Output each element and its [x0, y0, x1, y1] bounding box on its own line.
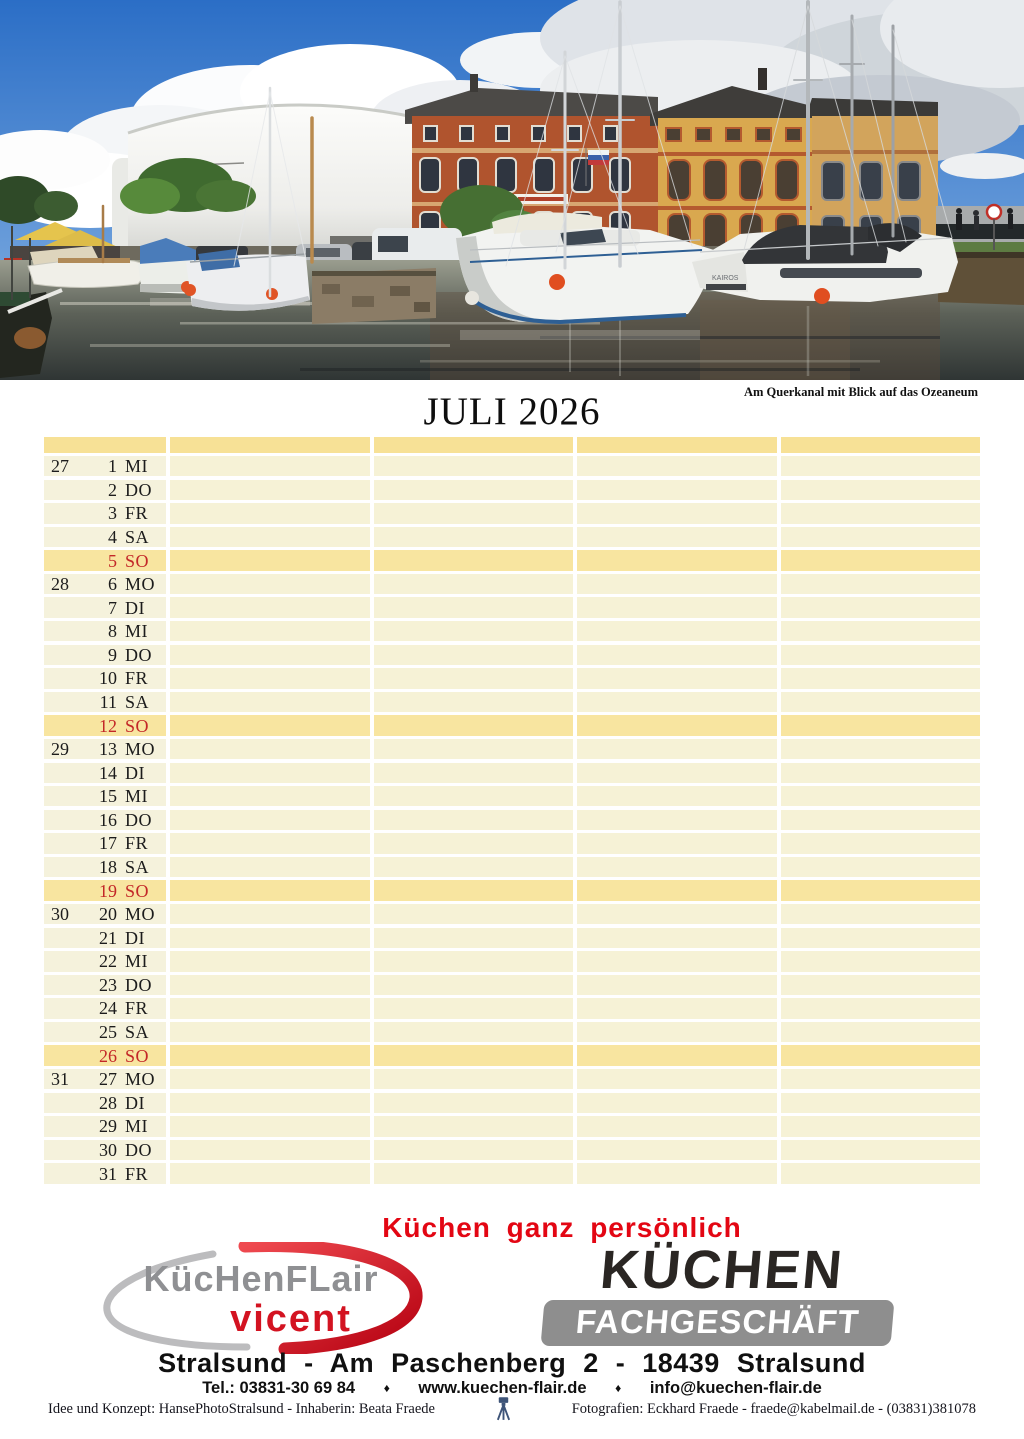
day-label-cell — [44, 1140, 166, 1160]
day-abbr: SO — [125, 715, 150, 736]
kuechenflair-vicent-logo — [95, 1242, 427, 1354]
day-number: 28 — [99, 1092, 117, 1113]
day-label-cell — [44, 763, 166, 783]
day-number: 25 — [99, 1022, 117, 1043]
entry-cell — [374, 1022, 574, 1042]
day-label-cell — [44, 715, 166, 735]
entry-cell — [781, 668, 981, 688]
day-number: 27 — [99, 1069, 117, 1090]
entry-cell — [170, 1140, 370, 1160]
entry-cell — [577, 668, 777, 688]
day-abbr: DO — [125, 1139, 152, 1160]
day-label-cell — [44, 621, 166, 641]
entry-cell — [374, 810, 574, 830]
day-label-cell — [44, 1093, 166, 1113]
entry-cell — [374, 527, 574, 547]
day-number: 16 — [99, 809, 117, 830]
entry-cell — [577, 1069, 777, 1089]
day-number: 18 — [99, 857, 117, 878]
calendar-row — [44, 597, 980, 617]
day-label-cell — [44, 692, 166, 712]
entry-cell — [170, 975, 370, 995]
day-abbr: MI — [125, 951, 148, 972]
day-abbr: FR — [125, 1163, 149, 1184]
entry-cell — [781, 1022, 981, 1042]
entry-cell — [577, 763, 777, 783]
entry-cell — [374, 597, 574, 617]
day-label-cell — [44, 928, 166, 948]
day-label-cell — [44, 786, 166, 806]
entry-cell — [170, 597, 370, 617]
entry-cell — [577, 621, 777, 641]
day-abbr: MO — [125, 739, 156, 760]
svg-text:KAIROS: KAIROS — [712, 275, 739, 282]
entry-cell — [577, 503, 777, 523]
day-abbr: MO — [125, 1069, 156, 1090]
entry-cell — [781, 645, 981, 665]
logo-brand-text: KücHenFLair — [143, 1258, 379, 1299]
entry-cell — [170, 1022, 370, 1042]
entry-cell — [170, 998, 370, 1018]
entry-cell — [170, 1093, 370, 1113]
day-number: 1 — [108, 456, 117, 477]
entry-cell — [577, 857, 777, 877]
day-label-cell — [44, 739, 166, 759]
calendar-row — [44, 763, 980, 783]
day-number: 3 — [108, 503, 117, 524]
entry-cell — [170, 503, 370, 523]
day-number: 29 — [99, 1116, 117, 1137]
calendar-row — [44, 951, 980, 971]
entry-cell — [781, 527, 981, 547]
entry-cell — [781, 597, 981, 617]
header-cell — [170, 437, 370, 453]
calendar-row — [44, 739, 980, 759]
day-abbr: DI — [125, 762, 145, 783]
website-url: www.kuechen-flair.de — [418, 1379, 587, 1397]
day-abbr: SA — [125, 1022, 150, 1043]
day-abbr: DO — [125, 479, 152, 500]
calendar-row — [44, 880, 980, 900]
week-number: 27 — [51, 456, 69, 477]
day-label-cell — [44, 975, 166, 995]
entry-cell — [374, 503, 574, 523]
entry-cell — [374, 1163, 574, 1183]
entry-cell — [781, 480, 981, 500]
header-cell — [374, 437, 574, 453]
day-number: 15 — [99, 786, 117, 807]
entry-cell — [374, 621, 574, 641]
entry-cell — [577, 998, 777, 1018]
calendar-row — [44, 904, 980, 924]
day-abbr: SA — [125, 526, 150, 547]
day-abbr: DO — [125, 974, 152, 995]
day-number: 10 — [99, 668, 117, 689]
day-number: 19 — [99, 880, 117, 901]
day-abbr: DI — [125, 927, 145, 948]
entry-cell — [170, 928, 370, 948]
calendar-rows — [44, 456, 980, 1184]
day-abbr: SO — [125, 880, 150, 901]
kuechen-fachgeschaeft-logo — [540, 1240, 899, 1346]
day-label-cell — [44, 597, 166, 617]
calendar-row — [44, 1069, 980, 1089]
entry-cell — [170, 763, 370, 783]
logo-kuechen-text: KÜCHEN — [598, 1240, 847, 1300]
day-number: 31 — [99, 1163, 117, 1184]
entry-cell — [781, 786, 981, 806]
entry-cell — [577, 810, 777, 830]
entry-cell — [170, 668, 370, 688]
day-number: 6 — [108, 574, 117, 595]
day-number: 17 — [99, 833, 117, 854]
day-abbr: MI — [125, 621, 148, 642]
day-label-cell — [44, 550, 166, 570]
entry-cell — [170, 456, 370, 476]
day-label-cell — [44, 998, 166, 1018]
entry-cell — [170, 715, 370, 735]
contact-line — [0, 1379, 1024, 1398]
day-abbr: MI — [125, 456, 148, 477]
entry-cell — [170, 1069, 370, 1089]
day-abbr: FR — [125, 833, 149, 854]
day-number: 12 — [99, 715, 117, 736]
day-abbr: MI — [125, 786, 148, 807]
entry-cell — [781, 904, 981, 924]
calendar-row — [44, 456, 980, 476]
day-abbr: SO — [125, 1045, 150, 1066]
calendar-row — [44, 786, 980, 806]
entry-cell — [781, 1163, 981, 1183]
calendar-grid — [44, 437, 980, 1184]
entry-cell — [577, 645, 777, 665]
entry-cell — [170, 904, 370, 924]
entry-cell — [781, 550, 981, 570]
calendar-row — [44, 715, 980, 735]
calendar-row — [44, 928, 980, 948]
entry-cell — [374, 1140, 574, 1160]
calendar-row — [44, 810, 980, 830]
day-label-cell — [44, 503, 166, 523]
day-label-cell — [44, 645, 166, 665]
day-number: 11 — [99, 691, 117, 712]
entry-cell — [374, 763, 574, 783]
harbor-photo — [0, 0, 1024, 380]
entry-cell — [577, 1116, 777, 1136]
calendar-row — [44, 503, 980, 523]
diamond-separator-icon: ♦ — [383, 1381, 390, 1395]
entry-cell — [170, 527, 370, 547]
entry-cell — [577, 904, 777, 924]
phone-number: Tel.: 03831-30 69 84 — [202, 1379, 356, 1397]
day-number: 13 — [99, 739, 117, 760]
entry-cell — [577, 975, 777, 995]
day-number: 7 — [108, 597, 117, 618]
day-label-cell — [44, 904, 166, 924]
entry-cell — [170, 786, 370, 806]
entry-cell — [170, 810, 370, 830]
entry-cell — [374, 1093, 574, 1113]
day-abbr: MI — [125, 1116, 148, 1137]
entry-cell — [374, 550, 574, 570]
entry-cell — [374, 456, 574, 476]
calendar-row — [44, 1022, 980, 1042]
day-number: 14 — [99, 762, 117, 783]
week-number: 29 — [51, 739, 69, 760]
entry-cell — [577, 739, 777, 759]
entry-cell — [577, 1022, 777, 1042]
entry-cell — [374, 880, 574, 900]
entry-cell — [374, 857, 574, 877]
entry-cell — [170, 857, 370, 877]
day-abbr: FR — [125, 998, 149, 1019]
calendar-row — [44, 1163, 980, 1183]
entry-cell — [374, 998, 574, 1018]
entry-cell — [781, 692, 981, 712]
day-abbr: DI — [125, 1092, 145, 1113]
entry-cell — [170, 1116, 370, 1136]
entry-cell — [781, 715, 981, 735]
day-label-cell — [44, 951, 166, 971]
entry-cell — [374, 715, 574, 735]
email-address: info@kuechen-flair.de — [649, 1379, 822, 1397]
calendar-row — [44, 857, 980, 877]
calendar-row — [44, 1093, 980, 1113]
entry-cell — [374, 1069, 574, 1089]
page-title: JULI 2026 — [423, 390, 601, 433]
diamond-separator-icon: ♦ — [615, 1381, 622, 1395]
entry-cell — [374, 786, 574, 806]
entry-cell — [577, 715, 777, 735]
entry-cell — [781, 857, 981, 877]
calendar-row — [44, 574, 980, 594]
credits-photography: Fotografien: Eckhard Fraede - fraede@kabelmail.de - (03831)381078 — [571, 1401, 976, 1417]
entry-cell — [170, 880, 370, 900]
entry-cell — [170, 739, 370, 759]
header-cell — [577, 437, 777, 453]
day-abbr: DO — [125, 644, 152, 665]
day-label-cell — [44, 1163, 166, 1183]
entry-cell — [781, 456, 981, 476]
day-label-cell — [44, 574, 166, 594]
calendar-row — [44, 692, 980, 712]
day-number: 9 — [108, 644, 117, 665]
day-abbr: MO — [125, 574, 156, 595]
day-number: 4 — [108, 526, 117, 547]
photo-caption: Am Querkanal mit Blick auf das Ozeaneum — [743, 385, 978, 399]
entry-cell — [577, 928, 777, 948]
entry-cell — [374, 833, 574, 853]
entry-cell — [781, 1116, 981, 1136]
entry-cell — [170, 1163, 370, 1183]
entry-cell — [577, 574, 777, 594]
logo-fachgeschaeft-bar: FACHGESCHÄFT — [540, 1300, 894, 1346]
entry-cell — [170, 833, 370, 853]
day-abbr: MO — [125, 904, 156, 925]
entry-cell — [781, 810, 981, 830]
day-number: 20 — [99, 904, 117, 925]
entry-cell — [781, 574, 981, 594]
day-number: 21 — [99, 927, 117, 948]
day-label-cell — [44, 1022, 166, 1042]
day-abbr: SA — [125, 857, 150, 878]
entry-cell — [374, 928, 574, 948]
credits-concept: Idee und Konzept: HansePhotoStralsund - Inhaberin: Beata Fraede — [48, 1401, 435, 1417]
entry-cell — [577, 480, 777, 500]
entry-cell — [170, 645, 370, 665]
logo-vicent-text: vicent — [230, 1298, 352, 1340]
entry-cell — [577, 1093, 777, 1113]
store-address: Stralsund - Am Paschenberg 2 - 18439 Stralsund — [158, 1348, 866, 1378]
calendar-row — [44, 1140, 980, 1160]
day-abbr: DI — [125, 597, 145, 618]
week-number: 31 — [51, 1069, 69, 1090]
entry-cell — [374, 1045, 574, 1065]
day-number: 24 — [99, 998, 117, 1019]
entry-cell — [577, 456, 777, 476]
calendar-row — [44, 668, 980, 688]
entry-cell — [374, 1116, 574, 1136]
entry-cell — [781, 1045, 981, 1065]
harbor-photo-illustration — [0, 0, 1024, 380]
day-abbr: FR — [125, 503, 149, 524]
entry-cell — [781, 833, 981, 853]
day-number: 22 — [99, 951, 117, 972]
day-label-cell — [44, 1069, 166, 1089]
camera-tripod-icon — [495, 1397, 512, 1427]
day-number: 8 — [108, 621, 117, 642]
entry-cell — [781, 1069, 981, 1089]
entry-cell — [170, 692, 370, 712]
header-cell — [781, 437, 981, 453]
entry-cell — [781, 998, 981, 1018]
entry-cell — [374, 645, 574, 665]
day-label-cell — [44, 833, 166, 853]
entry-cell — [781, 503, 981, 523]
day-number: 2 — [108, 479, 117, 500]
calendar-row — [44, 1045, 980, 1065]
entry-cell — [374, 574, 574, 594]
week-number: 30 — [51, 904, 69, 925]
day-label-cell — [44, 668, 166, 688]
day-label-cell — [44, 1045, 166, 1065]
day-label-cell — [44, 456, 166, 476]
entry-cell — [781, 763, 981, 783]
week-number: 28 — [51, 574, 69, 595]
day-label-cell — [44, 480, 166, 500]
day-abbr: SO — [125, 550, 150, 571]
entry-cell — [374, 692, 574, 712]
entry-cell — [577, 597, 777, 617]
entry-cell — [577, 1140, 777, 1160]
entry-cell — [170, 1045, 370, 1065]
entry-cell — [170, 951, 370, 971]
calendar-row — [44, 527, 980, 547]
entry-cell — [577, 833, 777, 853]
day-number: 26 — [99, 1045, 117, 1066]
entry-cell — [374, 480, 574, 500]
day-label-cell — [44, 527, 166, 547]
entry-cell — [781, 928, 981, 948]
entry-cell — [577, 550, 777, 570]
calendar-row — [44, 621, 980, 641]
entry-cell — [781, 1140, 981, 1160]
day-number: 23 — [99, 974, 117, 995]
entry-cell — [577, 880, 777, 900]
entry-cell — [781, 739, 981, 759]
entry-cell — [781, 621, 981, 641]
calendar-row — [44, 998, 980, 1018]
entry-cell — [374, 904, 574, 924]
credits-line — [48, 1401, 976, 1427]
day-label-cell — [44, 1116, 166, 1136]
calendar-row — [44, 480, 980, 500]
calendar-row — [44, 550, 980, 570]
entry-cell — [577, 527, 777, 547]
day-abbr: DO — [125, 809, 152, 830]
day-label-cell — [44, 857, 166, 877]
entry-cell — [781, 1093, 981, 1113]
entry-cell — [374, 975, 574, 995]
entry-cell — [781, 975, 981, 995]
entry-cell — [170, 574, 370, 594]
day-number: 30 — [99, 1139, 117, 1160]
entry-cell — [781, 880, 981, 900]
entry-cell — [781, 951, 981, 971]
day-abbr: SA — [125, 691, 150, 712]
entry-cell — [170, 621, 370, 641]
entry-cell — [374, 739, 574, 759]
calendar-row — [44, 645, 980, 665]
entry-cell — [170, 550, 370, 570]
calendar-header-row — [44, 437, 980, 453]
calendar-row — [44, 833, 980, 853]
footer-slogan: Küchen ganz persönlich — [382, 1212, 742, 1243]
entry-cell — [577, 1163, 777, 1183]
day-label-cell — [44, 880, 166, 900]
entry-cell — [577, 1045, 777, 1065]
header-cell — [44, 437, 166, 453]
calendar-row — [44, 1116, 980, 1136]
calendar-row — [44, 975, 980, 995]
entry-cell — [577, 951, 777, 971]
entry-cell — [374, 668, 574, 688]
entry-cell — [374, 951, 574, 971]
entry-cell — [577, 786, 777, 806]
entry-cell — [577, 692, 777, 712]
day-abbr: FR — [125, 668, 149, 689]
entry-cell — [170, 480, 370, 500]
day-number: 5 — [108, 550, 117, 571]
day-label-cell — [44, 810, 166, 830]
